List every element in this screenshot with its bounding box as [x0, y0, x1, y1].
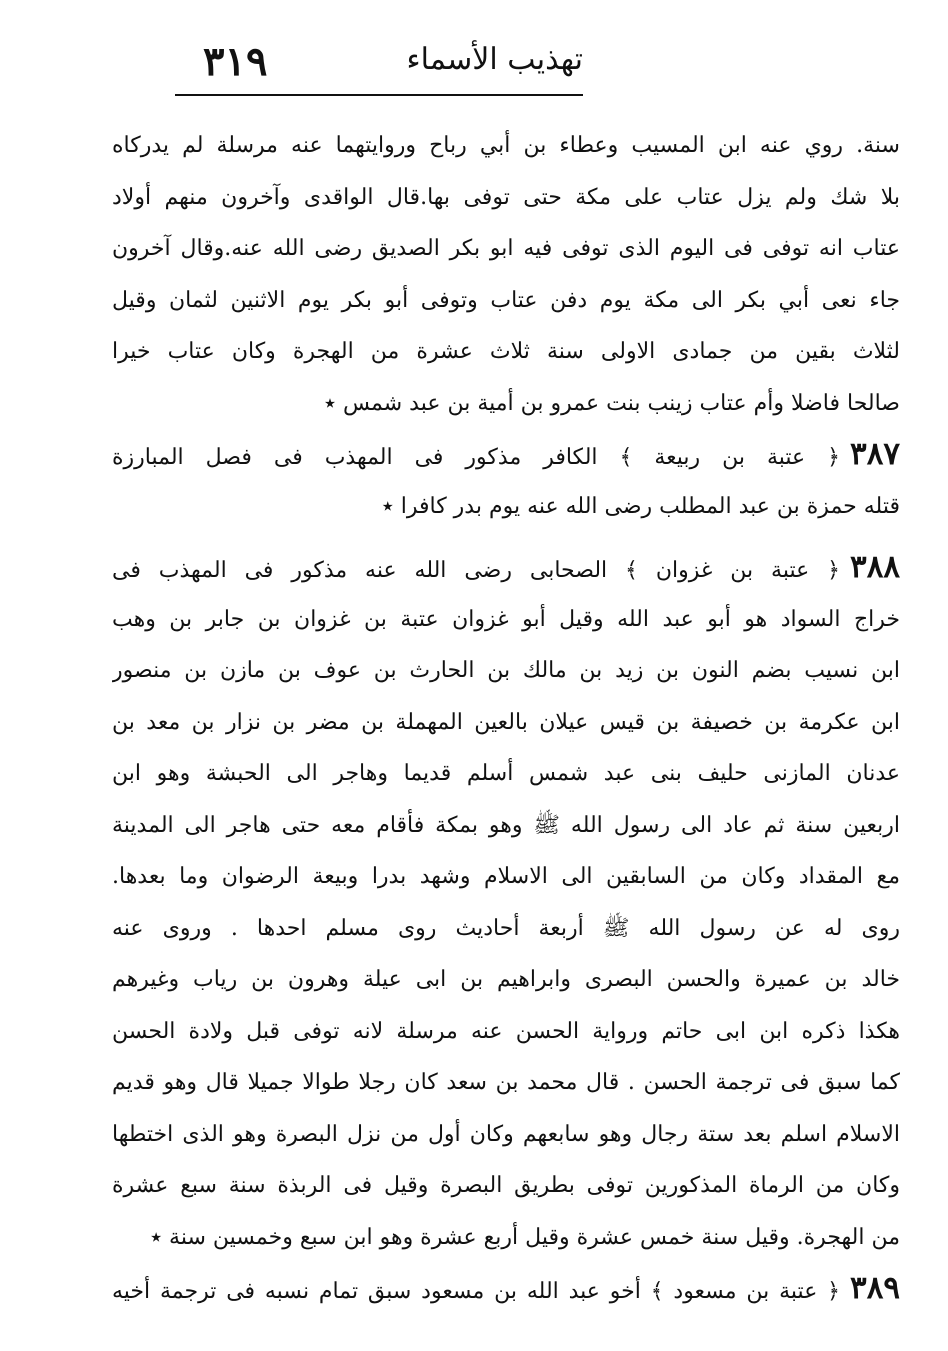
text-line: روى له عن رسول الله ﷺ أربعة أحاديث روى مسلم احدها . وروى عنه — [112, 915, 900, 941]
text-line: الاسلام اسلم بعد ستة رجال وهو سابعهم وكان أول من نزل البصرة وهو الذى اختطها — [112, 1121, 900, 1147]
entry-388 — [112, 542, 900, 1263]
header-rule — [175, 94, 583, 96]
running-title: تهذيب الأسماء — [406, 42, 583, 77]
text-line: كما سبق فى ترجمة الحسن . قال محمد بن سعد كان رجلا طوالا جميلا قال وهو قديم — [112, 1070, 900, 1095]
text-line: هكذا ذكره ابن ابى حاتم ورواية الحسن عنه مرسلة لانه توفى قبل ولادة الحسن — [112, 1018, 900, 1044]
entry-line-text: ﴿ عتبة بن مسعود ﴾ أخو عبد الله بن مسعود سبق تمام نسبه فى ترجمة أخيه — [112, 1279, 841, 1304]
text-line: عتاب انه توفى فى اليوم الذى توفى فيه ابو بكر الصديق رضى الله عنه.وقال آخرون — [112, 236, 900, 261]
page-number: ٣١٩ — [203, 38, 268, 85]
text-line: مع المقداد وكان من السابقين الى الاسلام وشهد بدرا وبيعة الرضوان وما بعدها. — [112, 864, 900, 889]
text-line: ابن عكرمة بن خصيفة بن قيس عيلان بالعين المهملة بن مضر بن نزار بن معد بن — [112, 709, 900, 735]
entry-389 — [112, 1263, 900, 1315]
text-line: من الهجرة. وقيل سنة خمس عشرة وقيل أربع عشرة وهو ابن سبع وخمسين سنة ٭ — [150, 1224, 900, 1250]
entry-line-text: ﴿ عتبة بن ربيعة ﴾ الكافر مذكور فى المهذب فى فصل المبارزة — [112, 445, 841, 470]
text-line: صالحا فاضلا وأم عتاب زينب بنت عمرو بن أمية بن عبد شمس ٭ — [323, 390, 900, 416]
entry-line-text: ﴿ عتبة بن غزوان ﴾ الصحابى رضى الله عنه مذكور فى المهذب فى — [112, 558, 841, 583]
entry-number: ٣٨٧ — [850, 436, 900, 472]
text-line: وكان من الرماة المذكورين توفى بطريق البصرة وقيل فى الربذة سنة سبع عشرة — [112, 1173, 900, 1198]
text-line: اربعين سنة ثم عاد الى رسول الله ﷺ وهو بمكة فأقام معه حتى هاجر الى المدينة — [112, 812, 900, 838]
entry-first-line — [112, 429, 900, 481]
text-line: خراج السواد هو أبو عبد الله وقيل أبو غزوان عتبة بن غزوان بن جابر بن وهب — [112, 606, 900, 632]
text-line: عدنان المازنى حليف بنى عبد شمس أسلم قديما وهاجر الى الحبشة وهو ابن — [112, 761, 900, 786]
text-line: جاء نعى أبي بكر الى مكة يوم دفن عتاب وتوفى أبو بكر يوم الاثنين لثمان وقيل — [112, 287, 900, 313]
entry-number: ٣٨٨ — [850, 549, 900, 585]
entry-first-line — [112, 1263, 900, 1315]
text-line: سنة. روي عنه ابن المسيب وعطاء بن أبي رباح وروايتهما عنه مرسلة لم يدركاه — [112, 133, 900, 158]
text-line: خالد بن عميرة والحسن البصرى وابراهيم بن ابى عيلة وهرون بن رياب وغيرهم — [112, 967, 900, 992]
text-line: بلا شك ولم يزل عتاب على مكة حتى توفى بها.قال الواقدى وآخرون منهم أولاد — [112, 184, 900, 210]
paragraph-gap — [112, 532, 900, 542]
text-line: ابن نسيب بضم النون بن زيد بن مالك بن الحارث بن عوف بن مازن بن منصور — [112, 658, 900, 683]
entry-387 — [112, 429, 900, 532]
text-line: لثلاث بقين من جمادى الاولى سنة ثلاث عشرة من الهجرة وكان عتاب خيرا — [112, 339, 900, 364]
entry-first-line — [112, 542, 900, 594]
body-text — [112, 120, 900, 1315]
text-line: قتله حمزة بن عبد المطلب رضى الله عنه يوم بدر كافرا ٭ — [381, 493, 900, 519]
page-header — [175, 38, 583, 100]
paragraph-continuation — [112, 120, 900, 429]
entry-number: ٣٨٩ — [850, 1270, 900, 1306]
